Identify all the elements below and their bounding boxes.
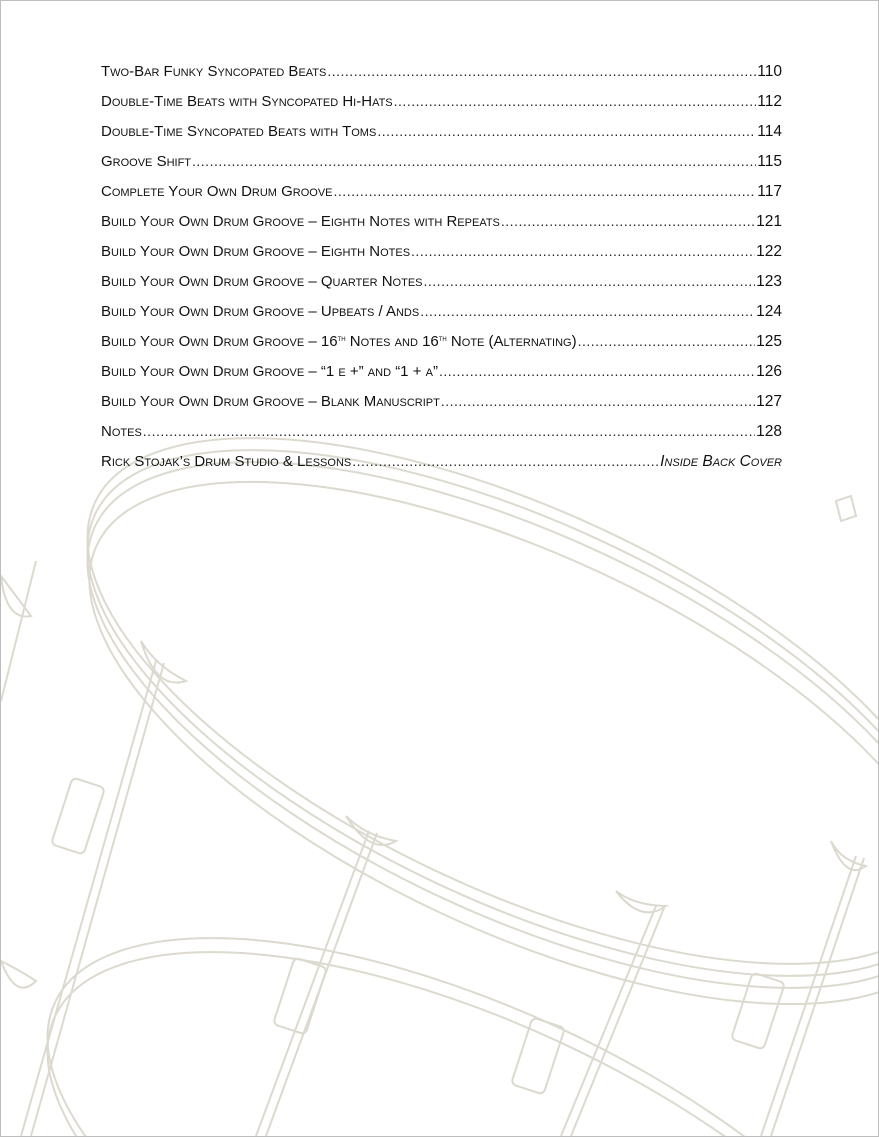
- toc-entry[interactable]: [101, 209, 782, 239]
- toc-entry-title: Two-Bar Funky Syncopated Beats: [101, 63, 327, 80]
- toc-entry[interactable]: [101, 89, 782, 119]
- dot-leader: [192, 149, 756, 173]
- toc-entry-title: Notes: [101, 423, 142, 440]
- dot-leader: [420, 299, 755, 323]
- toc-entry-title-part: Notes and 16: [345, 333, 439, 350]
- dot-leader: [143, 419, 755, 443]
- toc-entry-page: 121: [756, 213, 782, 230]
- toc-entry-page: 123: [756, 273, 782, 290]
- toc-entry-page: 124: [756, 303, 782, 320]
- dot-leader: [334, 179, 757, 203]
- toc-entry-title-part: Note (Alternating): [446, 333, 577, 350]
- toc-entry-page: 127: [756, 393, 782, 410]
- toc-entry-title: Complete Your Own Drum Groove: [101, 183, 333, 200]
- toc-entry[interactable]: [101, 419, 782, 449]
- toc-entry-title: Build Your Own Drum Groove – Quarter Notes: [101, 273, 423, 290]
- toc-entry-title: Build Your Own Drum Groove – Upbeats / Ands: [101, 303, 420, 320]
- dot-leader: [501, 209, 755, 233]
- dot-leader: [327, 59, 756, 83]
- toc-entry-page: 112: [757, 93, 782, 110]
- table-of-contents: [101, 59, 782, 479]
- toc-entry[interactable]: [101, 449, 782, 479]
- toc-entry[interactable]: [101, 329, 782, 359]
- toc-entry-title: Build Your Own Drum Groove – Eighth Notes with Repeats: [101, 213, 500, 230]
- dot-leader: [352, 449, 659, 473]
- toc-entry-title: Build Your Own Drum Groove – Blank Manuscript: [101, 393, 440, 410]
- toc-entry[interactable]: [101, 389, 782, 419]
- toc-entry-title-part: Build Your Own Drum Groove – 16: [101, 333, 338, 350]
- dot-leader: [377, 119, 756, 143]
- toc-entry[interactable]: [101, 269, 782, 299]
- toc-entry[interactable]: [101, 359, 782, 389]
- dot-leader: [424, 269, 756, 293]
- toc-entry-title: Build Your Own Drum Groove – “1 e +” and “1 + a”: [101, 363, 438, 380]
- ordinal-superscript: th: [337, 333, 346, 343]
- dot-leader: [578, 329, 756, 353]
- toc-entry-page: 115: [757, 153, 782, 170]
- toc-entry-title: Groove Shift: [101, 153, 192, 170]
- ordinal-superscript: th: [438, 333, 447, 343]
- dot-leader: [394, 89, 757, 113]
- toc-entry-page: 110: [757, 63, 782, 80]
- toc-entry-page: 125: [756, 333, 782, 350]
- toc-entry-page: 122: [756, 243, 782, 260]
- toc-entry[interactable]: [101, 299, 782, 329]
- dot-leader: [411, 239, 755, 263]
- toc-entry[interactable]: [101, 59, 782, 89]
- toc-entry-title: Build Your Own Drum Groove – Eighth Notes: [101, 243, 411, 260]
- toc-entry-title: Rick Stojak’s Drum Studio & Lessons: [101, 453, 352, 470]
- toc-entry-title: Double-Time Beats with Syncopated Hi-Hats: [101, 93, 393, 110]
- toc-entry-title: Double-Time Syncopated Beats with Toms: [101, 123, 377, 140]
- toc-entry[interactable]: [101, 149, 782, 179]
- toc-entry[interactable]: [101, 239, 782, 269]
- toc-entry[interactable]: [101, 179, 782, 209]
- toc-entry-page: 128: [756, 423, 782, 440]
- toc-entry-page: 117: [757, 183, 782, 200]
- toc-entry-title: [101, 330, 577, 354]
- toc-entry-page: 126: [756, 363, 782, 380]
- dot-leader: [441, 389, 755, 413]
- toc-entry[interactable]: [101, 119, 782, 149]
- toc-entry-page: Inside Back Cover: [660, 453, 782, 470]
- dot-leader: [439, 359, 755, 383]
- toc-entry-page: 114: [757, 123, 782, 140]
